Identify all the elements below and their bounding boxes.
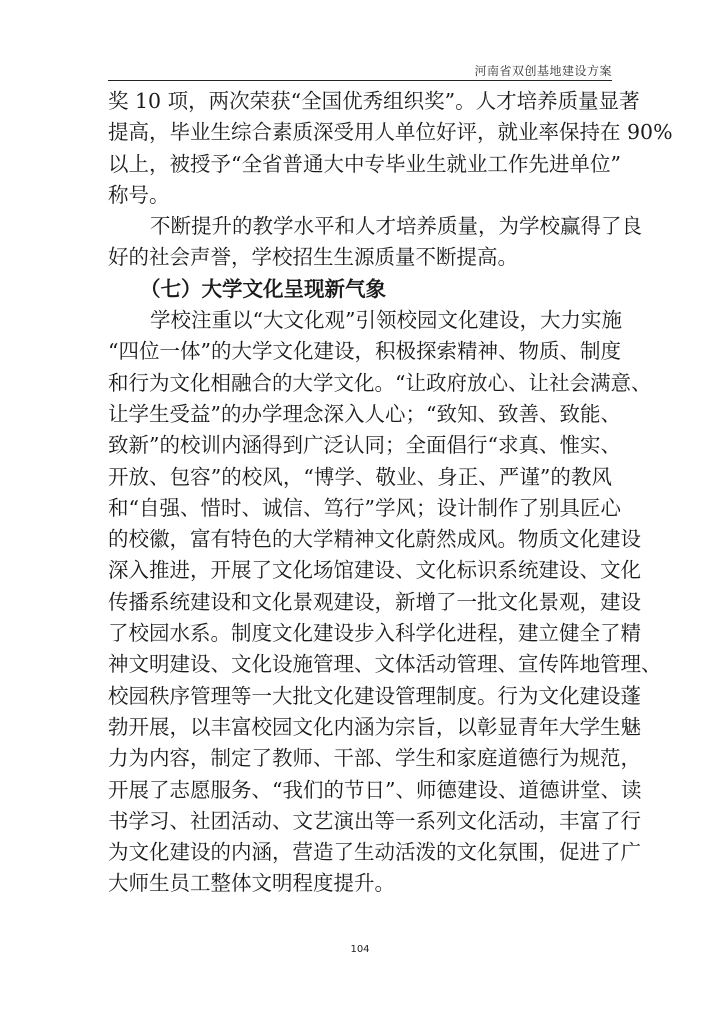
text-line: 勃开展，以丰富校园文化内涵为宗旨，以彰显青年大学生魅 — [108, 714, 641, 739]
text-line: 的校徽，富有特色的大学精神文化蔚然成风。物质文化建设 — [108, 527, 641, 552]
text-line: 深入推进，开展了文化场馆建设、文化标识系统建设、文化 — [108, 558, 641, 583]
text-line: 和行为文化相融合的大学文化。“让政府放心、让社会满意、 — [108, 370, 652, 395]
text-line: 大师生员工整体文明程度提升。 — [108, 871, 395, 896]
text-line: 了校园水系。制度文化建设步入科学化进程，建立健全了精 — [108, 621, 641, 646]
paragraph-start: 学校注重以“大文化观”引领校园文化建设，大力实施 — [150, 308, 622, 333]
text-line: 致新”的校训内涵得到广泛认同；全面倡行“求真、惟实、 — [108, 433, 621, 458]
text-line: 开放、包容”的校风，“博学、敬业、身正、严谨”的教风 — [108, 464, 612, 489]
text-line: 传播系统建设和文化景观建设，新增了一批文化景观，建设 — [108, 589, 641, 614]
paragraph-start: 不断提升的教学水平和人才培养质量，为学校赢得了良 — [150, 214, 642, 239]
text-line: 提高，毕业生综合素质深受用人单位好评，就业率保持在 90% — [108, 120, 673, 145]
text-line: 书学习、社团活动、文艺演出等一系列文化活动，丰富了行 — [108, 808, 641, 833]
text-line: 力为内容，制定了教师、干部、学生和家庭道德行为规范， — [108, 746, 641, 771]
text-line: 以上，被授予“全省普通大中专毕业生就业工作先进单位” — [108, 151, 621, 176]
text-line: 开展了志愿服务、“我们的节日”、师德建设、道德讲堂、读 — [108, 777, 642, 802]
text-line: 为文化建设的内涵，营造了生动活泼的文化氛围，促进了广 — [108, 840, 641, 865]
text-line: 让学生受益”的办学理念深入人心；“致知、致善、致能、 — [108, 401, 621, 426]
body-text — [108, 86, 673, 900]
text-line: 奖 10 项，两次荣获“全国优秀组织奖”。人才培养质量显著 — [108, 89, 640, 113]
page-number: 104 — [350, 944, 370, 955]
text-line: 校园秩序管理等一大批文化建设管理制度。行为文化建设蓬 — [108, 683, 641, 708]
text-line: 和“自强、惜时、诚信、笃行”学风；设计制作了别具匠心 — [108, 495, 621, 520]
text-line: 神文明建设、文化设施管理、文体活动管理、宣传阵地管理、 — [108, 652, 662, 677]
running-header: 河南省双创基地建设方案 — [474, 64, 612, 78]
section-heading: （七）大学文化呈现新气象 — [140, 276, 386, 301]
header-rule — [108, 80, 612, 81]
text-line: 好的社会声誉，学校招生生源质量不断提高。 — [108, 245, 518, 270]
text-line: “四位一体”的大学文化建设，积极探索精神、物质、制度 — [108, 339, 621, 364]
text-line: 称号。 — [108, 182, 170, 207]
